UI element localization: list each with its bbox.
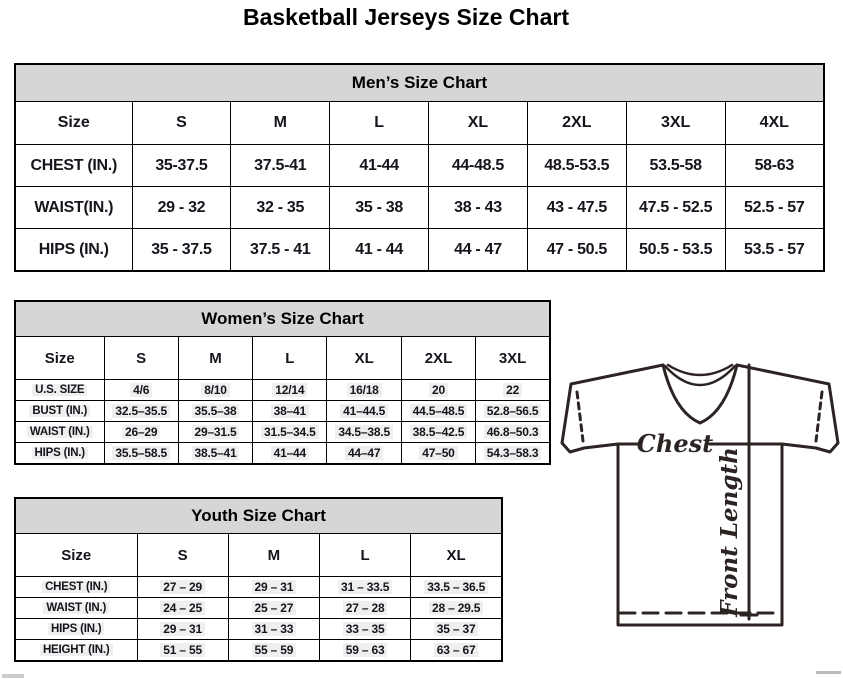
size-value-cell: 12/14 [253, 380, 327, 401]
size-column-header: S [137, 534, 228, 577]
size-value-cell: 59 – 63 [320, 640, 411, 662]
men-chart-title: Men’s Size Chart [15, 64, 824, 102]
size-value-cell: 35.5–58.5 [104, 443, 178, 465]
size-value-cell: 35 - 38 [330, 187, 429, 229]
table-row [15, 145, 824, 187]
table-row [15, 577, 502, 598]
size-value-cell: 53.5-58 [626, 145, 725, 187]
size-value-cell: 37.5-41 [231, 145, 330, 187]
size-value-cell: 44–47 [327, 443, 401, 465]
size-value-cell: 47 - 50.5 [527, 229, 626, 272]
table-row [15, 640, 502, 662]
table-row [15, 422, 550, 443]
youth-chart-title: Youth Size Chart [15, 498, 502, 534]
row-label: BUST (IN.) [15, 401, 104, 422]
sleeve-stitch-right [816, 392, 822, 441]
chest-label: Chest [636, 429, 714, 458]
size-column-label: Size [15, 337, 104, 380]
table-row [15, 598, 502, 619]
size-value-cell: 27 – 28 [320, 598, 411, 619]
size-column-header: M [228, 534, 319, 577]
size-column-header: M [178, 337, 252, 380]
size-value-cell: 58-63 [725, 145, 824, 187]
size-value-cell: 55 – 59 [228, 640, 319, 662]
size-column-header: S [132, 102, 231, 145]
size-value-cell: 52.5 - 57 [725, 187, 824, 229]
jersey-outline [562, 365, 838, 625]
row-label: U.S. SIZE [15, 380, 104, 401]
row-label: HIPS (IN.) [15, 443, 104, 465]
scrollbar-fragment-left [2, 674, 24, 678]
size-column-header: 3XL [476, 337, 550, 380]
size-value-cell: 38–41 [253, 401, 327, 422]
size-value-cell: 44.5–48.5 [401, 401, 475, 422]
row-label: WAIST (IN.) [15, 598, 137, 619]
front-length-measure-line [741, 365, 757, 619]
size-value-cell: 4/6 [104, 380, 178, 401]
size-value-cell: 24 – 25 [137, 598, 228, 619]
size-value-cell: 16/18 [327, 380, 401, 401]
size-value-cell: 38.5–41 [178, 443, 252, 465]
size-value-cell: 54.3–58.3 [476, 443, 550, 465]
size-value-cell: 25 – 27 [228, 598, 319, 619]
row-label: HEIGHT (IN.) [15, 640, 137, 662]
collar-back-arc [668, 365, 732, 375]
table-row [15, 380, 550, 401]
size-value-cell: 35.5–38 [178, 401, 252, 422]
size-value-cell: 27 – 29 [137, 577, 228, 598]
size-value-cell: 8/10 [178, 380, 252, 401]
table-row [15, 401, 550, 422]
row-label: CHEST (IN.) [15, 145, 132, 187]
size-value-cell: 41-44 [330, 145, 429, 187]
size-value-cell: 29 - 32 [132, 187, 231, 229]
size-value-cell: 22 [476, 380, 550, 401]
size-value-cell: 52.8–56.5 [476, 401, 550, 422]
size-value-cell: 35 – 37 [411, 619, 502, 640]
youth-size-chart-table [14, 497, 503, 662]
sleeve-stitch-left [577, 392, 583, 441]
size-column-label: Size [15, 534, 137, 577]
size-value-cell: 50.5 - 53.5 [626, 229, 725, 272]
size-column-header: L [320, 534, 411, 577]
womens-size-chart-table [14, 300, 551, 465]
size-column-header: 2XL [527, 102, 626, 145]
size-value-cell: 38.5–42.5 [401, 422, 475, 443]
size-column-header: XL [327, 337, 401, 380]
size-value-cell: 34.5–38.5 [327, 422, 401, 443]
size-value-cell: 29–31.5 [178, 422, 252, 443]
size-value-cell: 29 – 31 [228, 577, 319, 598]
mens-size-chart-table [14, 63, 825, 272]
size-value-cell: 33.5 – 36.5 [411, 577, 502, 598]
size-column-header: 4XL [725, 102, 824, 145]
size-column-header: L [253, 337, 327, 380]
size-value-cell: 31 – 33.5 [320, 577, 411, 598]
size-value-cell: 20 [401, 380, 475, 401]
size-value-cell: 63 – 67 [411, 640, 502, 662]
size-value-cell: 41–44 [253, 443, 327, 465]
front-length-label: Front Length [716, 447, 743, 617]
size-value-cell: 48.5-53.5 [527, 145, 626, 187]
size-value-cell: 37.5 - 41 [231, 229, 330, 272]
size-value-cell: 28 – 29.5 [411, 598, 502, 619]
size-value-cell: 33 – 35 [320, 619, 411, 640]
size-value-cell: 46.8–50.3 [476, 422, 550, 443]
table-row [15, 187, 824, 229]
size-value-cell: 38 - 43 [429, 187, 528, 229]
size-column-header: S [104, 337, 178, 380]
women-chart-title: Women’s Size Chart [15, 301, 550, 337]
row-label: WAIST (IN.) [15, 422, 104, 443]
size-value-cell: 44 - 47 [429, 229, 528, 272]
size-column-header: 3XL [626, 102, 725, 145]
size-column-header: XL [411, 534, 502, 577]
size-value-cell: 41 - 44 [330, 229, 429, 272]
size-value-cell: 29 – 31 [137, 619, 228, 640]
size-column-header: L [330, 102, 429, 145]
size-value-cell: 31 – 33 [228, 619, 319, 640]
table-row [15, 229, 824, 272]
table-row [15, 619, 502, 640]
size-column-header: XL [429, 102, 528, 145]
size-column-header: M [231, 102, 330, 145]
size-value-cell: 31.5–34.5 [253, 422, 327, 443]
size-value-cell: 53.5 - 57 [725, 229, 824, 272]
size-column-header: 2XL [401, 337, 475, 380]
size-value-cell: 44-48.5 [429, 145, 528, 187]
page-title: Basketball Jerseys Size Chart [242, 4, 569, 30]
row-label: CHEST (IN.) [15, 577, 137, 598]
row-label: HIPS (IN.) [15, 229, 132, 272]
size-value-cell: 51 – 55 [137, 640, 228, 662]
size-value-cell: 47.5 - 52.5 [626, 187, 725, 229]
size-value-cell: 35 - 37.5 [132, 229, 231, 272]
size-column-label: Size [15, 102, 132, 145]
row-label: HIPS (IN.) [15, 619, 137, 640]
size-value-cell: 43 - 47.5 [527, 187, 626, 229]
size-value-cell: 35-37.5 [132, 145, 231, 187]
jersey-measurement-diagram [556, 352, 843, 648]
size-value-cell: 32.5–35.5 [104, 401, 178, 422]
size-value-cell: 26–29 [104, 422, 178, 443]
size-value-cell: 41–44.5 [327, 401, 401, 422]
row-label: WAIST(IN.) [15, 187, 132, 229]
scrollbar-fragment-right [816, 671, 841, 674]
table-row [15, 443, 550, 465]
size-value-cell: 47–50 [401, 443, 475, 465]
size-value-cell: 32 - 35 [231, 187, 330, 229]
